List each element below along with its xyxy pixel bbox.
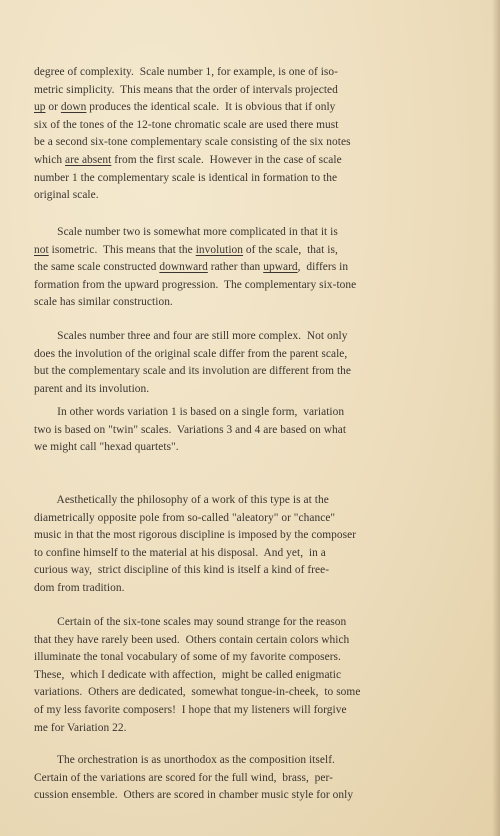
underlined-term: upward — [263, 261, 298, 274]
text-line: scale has similar construction. — [34, 296, 173, 309]
text-line: to confine himself to the material at his disposal. And yet, in a — [34, 546, 326, 559]
underlined-term: down — [60, 101, 87, 114]
text-line: not isometric. This means that the involution of the scale, that is, — [34, 243, 338, 256]
text-line: that they have rarely been used. Others contain certain colors which — [34, 633, 350, 646]
underlined-term: are absent — [65, 153, 112, 166]
text-line: of my less favorite composers! I hope that my listeners will forgive — [34, 703, 347, 716]
text-line: formation from the upward progression. The complementary six-tone — [34, 278, 357, 291]
text-line: number 1 the complementary scale is identical in formation to the — [34, 171, 338, 184]
paragraph-aesthetics — [34, 492, 486, 598]
text-line: degree of complexity. Scale number 1, for example, is one of iso- — [34, 66, 338, 78]
text-line: the same scale constructed downward rather than upward, differs in — [34, 261, 349, 274]
paragraph-orchestration — [34, 752, 486, 805]
text-line: up or down produces the identical scale. It is obvious that if only — [34, 101, 336, 114]
page-edge-shadow — [492, 0, 500, 836]
text-line: me for Variation 22. — [34, 721, 127, 734]
text-line: illuminate the tonal vocabulary of some of my favorite composers. — [34, 651, 341, 664]
text-line: be a second six-tone complementary scale consisting of the six notes — [34, 136, 351, 149]
text-line: but the complementary scale and its involution are different from the — [34, 365, 352, 378]
text-line: Aesthetically the philosophy of a work of this type is at the — [34, 494, 329, 506]
underlined-term: involution — [195, 243, 244, 256]
text-line: Certain of the variations are scored for the full wind, brass, per- — [34, 771, 333, 784]
paragraph-scale-one — [34, 64, 486, 205]
text-line: metric simplicity. This means that the order of intervals projected — [34, 83, 338, 96]
text-line: diametrically opposite pole from so-called "aleatory" or "chance" — [34, 511, 336, 524]
paragraph-six-tone-scales — [34, 614, 486, 737]
text-line: parent and its involution. — [34, 382, 150, 395]
text-line: The orchestration is as unorthodox as the composition itself. — [34, 754, 335, 766]
underlined-term: downward — [159, 261, 208, 274]
text-line: does the involution of the original scale differ from the parent scale, — [34, 347, 348, 360]
text-line: Certain of the six-tone scales may sound strange for the reason — [34, 616, 347, 628]
text-line: which are absent from the first scale. However in the case of scale — [34, 153, 342, 166]
paragraph-scale-two — [34, 224, 486, 312]
underlined-term: not — [34, 243, 49, 256]
text-line: two is based on "twin" scales. Variations 3 and 4 are based on what — [34, 423, 347, 436]
text-line: dom from tradition. — [34, 581, 125, 594]
text-line: These, which I dedicate with affection, might be called enigmatic — [34, 668, 342, 681]
text-line: variations. Others are dedicated, somewhat tongue-in-cheek, to some — [34, 686, 361, 699]
text-line: cussion ensemble. Others are scored in chamber music style for only — [34, 789, 354, 802]
text-line: original scale. — [34, 189, 99, 202]
underlined-term: up — [34, 101, 46, 114]
text-line: curious way, strict discipline of this kind is itself a kind of free- — [34, 564, 330, 577]
text-line: we might call "hexad quartets". — [34, 441, 179, 454]
text-line: Scale number two is somewhat more complicated in that it is — [34, 226, 338, 238]
text-line: Scales number three and four are still more complex. Not only — [34, 330, 348, 342]
text-line: six of the tones of the 12-tone chromatic scale are used there must — [34, 118, 339, 131]
text-line: music in that the most rigorous discipline is imposed by the composer — [34, 529, 357, 542]
paragraph-scales-three-four — [34, 328, 486, 398]
paragraph-variations — [34, 404, 486, 457]
text-line: In other words variation 1 is based on a single form, variation — [34, 406, 345, 418]
